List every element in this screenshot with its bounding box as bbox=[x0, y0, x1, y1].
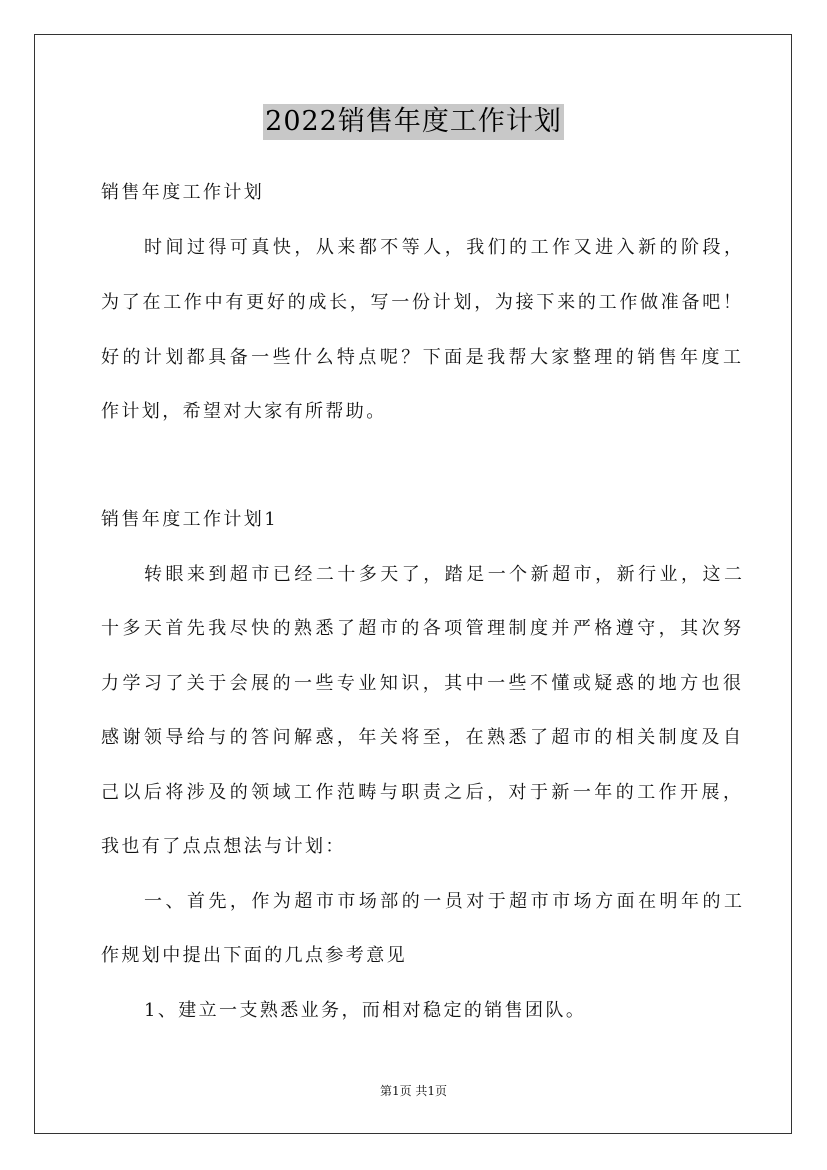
paragraph-line: 我也有了点点想法与计划： bbox=[101, 836, 346, 857]
paragraph-line: 时间过得可真快，从来都不等人，我们的工作又进入新的阶段， bbox=[144, 237, 742, 258]
section-heading: 销售年度工作计划 bbox=[101, 182, 265, 203]
page-footer: 第1页 共1页 bbox=[379, 1084, 448, 1098]
paragraph-line: 作规划中提出下面的几点参考意见 bbox=[101, 945, 407, 966]
section-heading: 销售年度工作计划1 bbox=[101, 509, 279, 530]
paragraph-line: 一、首先，作为超市市场部的一员对于超市市场方面在明年的工 bbox=[144, 891, 742, 912]
paragraph-line: 转眼来到超市已经二十多天了，踏足一个新超市，新行业，这二 bbox=[144, 564, 742, 585]
paragraph-line: 为了在工作中有更好的成长，写一份计划，为接下来的工作做准备吧！ bbox=[101, 292, 741, 313]
paragraph-line: 感谢领导给与的答问解惑，年关将至，在熟悉了超市的相关制度及自 bbox=[101, 727, 741, 748]
title-container bbox=[0, 104, 827, 140]
paragraph-line: 力学习了关于会展的一些专业知识，其中一些不懂或疑惑的地方也很 bbox=[101, 673, 741, 694]
paragraph-line: 十多天首先我尽快的熟悉了超市的各项管理制度并严格遵守，其次努 bbox=[101, 618, 741, 639]
document-title: 2022销售年度工作计划 bbox=[263, 104, 564, 140]
paragraph-line: 作计划，希望对大家有所帮助。 bbox=[101, 401, 387, 422]
list-item: 1、建立一支熟悉业务，而相对稳定的销售团队。 bbox=[144, 1000, 587, 1021]
paragraph-line: 己以后将涉及的领域工作范畴与职责之后，对于新一年的工作开展， bbox=[101, 782, 741, 803]
paragraph-line: 好的计划都具备一些什么特点呢？下面是我帮大家整理的销售年度工 bbox=[101, 347, 741, 368]
